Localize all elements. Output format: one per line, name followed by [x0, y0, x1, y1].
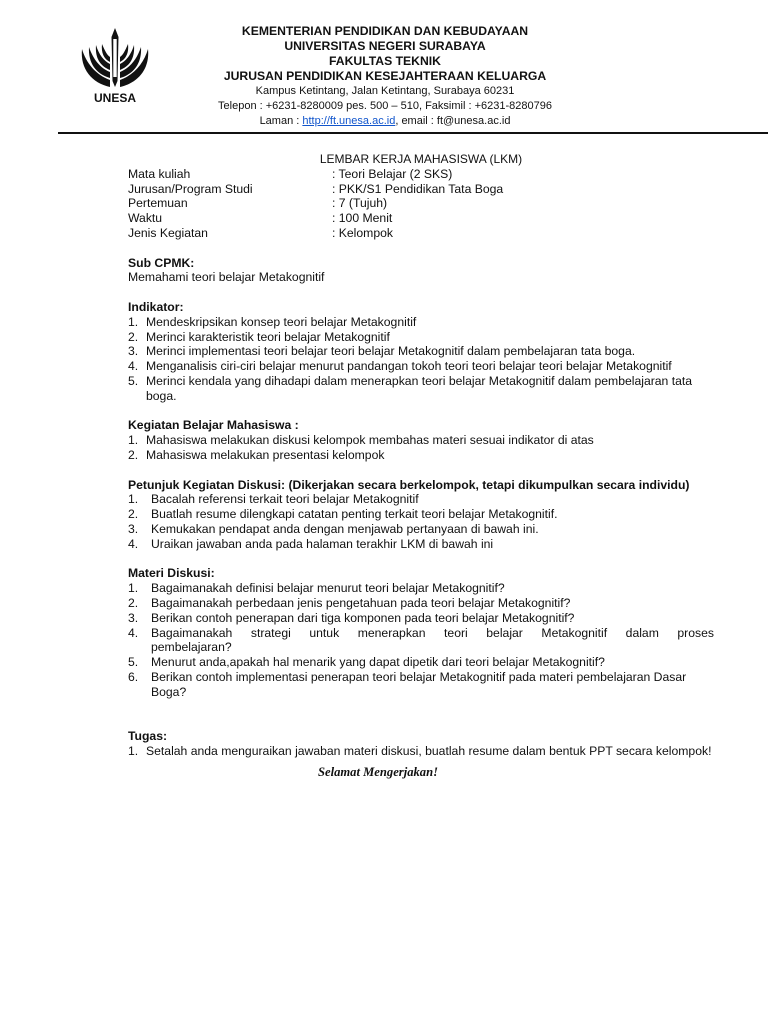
indikator-heading: Indikator: [128, 299, 184, 314]
list-item: 2. Bagaimanakah perbedaan jenis pengetahuan pada teori belajar Metakognitif? [128, 595, 571, 610]
info-row [128, 226, 714, 241]
list-item: 1. Mendeskripsikan konsep teori belajar Metakognitif [128, 314, 417, 329]
faculty-name: FAKULTAS TEKNIK [329, 54, 441, 68]
info-value: : Teori Belajar (2 SKS) [332, 166, 453, 181]
tugas-heading: Tugas: [128, 729, 168, 744]
info-row [128, 167, 714, 182]
info-label: Mata kuliah [128, 166, 191, 181]
course-info [128, 167, 714, 241]
list-item: 1. Bacalah referensi terkait teori belajar Metakognitif [128, 492, 419, 507]
university-name: UNIVERSITAS NEGERI SURABAYA [284, 39, 486, 53]
info-row [128, 211, 714, 226]
sub-cpmk-heading: Sub CPMK: [128, 255, 195, 270]
list-item: 3. Kemukakan pendapat anda dengan menjawab pertanyaan di bawah ini. [128, 521, 539, 536]
info-value: : 7 (Tujuh) [332, 196, 388, 211]
info-label: Jenis Kegiatan [128, 225, 208, 240]
sub-cpmk-text: Memahami teori belajar Metakognitif [128, 270, 325, 285]
unesa-logo [70, 25, 160, 107]
letterhead-text [170, 24, 600, 129]
materi-heading: Materi Diskusi: [128, 566, 215, 581]
website-link[interactable]: http://ft.unesa.ac.id [302, 115, 396, 127]
department-name: JURUSAN PENDIDIKAN KESEJAHTERAAN KELUARGA [223, 69, 547, 83]
list-item: 2. Mahasiswa melakukan presentasi kelompok [128, 447, 385, 462]
kegiatan-heading: Kegiatan Belajar Mahasiswa : [128, 418, 299, 433]
info-label: Pertemuan [128, 196, 188, 211]
list-item: 3. Berikan contoh penerapan dari tiga komponen pada teori belajar Metakognitif? [128, 610, 575, 625]
materi-list [128, 581, 714, 699]
info-label: Jurusan/Program Studi [128, 181, 253, 196]
info-row [128, 196, 714, 211]
page-title: LEMBAR KERJA MAHASISWA (LKM) [319, 152, 523, 166]
petunjuk-heading: Petunjuk Kegiatan Diskusi: (Dikerjakan secara berkelompok, tetapi dikumpulkan secara individu) [128, 477, 690, 492]
list-item: 4. Bagaimanakah strategi untuk menerapkan teori belajar Metakognitif dalam proses pembelajaran? [128, 625, 714, 655]
list-item: 3. Merinci implementasi teori belajar teori belajar Metakognitif dalam pembelajaran tata boga. [128, 344, 636, 359]
logo-text: UNESA [93, 91, 137, 105]
indikator-list [128, 315, 714, 404]
list-item: 2. Buatlah resume dilengkapi catatan penting terkait teori belajar Metakognitif. [128, 507, 558, 522]
phone: Telepon : +6231-8280009 pes. 500 – 510, Faksimil : +6231-8280796 [218, 100, 552, 112]
list-item: 4. Uraikan jawaban anda pada halaman terakhir LKM di bawah ini [128, 536, 494, 551]
list-item: 5. Menurut anda,apakah hal menarik yang dapat dipetik dari teori belajar Metakognitif? [128, 655, 605, 670]
ministry-name: KEMENTERIAN PENDIDIKAN DAN KEBUDAYAAN [241, 24, 529, 38]
info-value: : Kelompok [332, 225, 393, 240]
list-item: 6. Berikan contoh implementasi penerapan teori belajar Metakognitif pada materi pembelajaran Dasar Boga? [128, 669, 687, 699]
list-item: 1. Mahasiswa melakukan diskusi kelompok membahas materi sesuai indikator di atas [128, 433, 594, 448]
tugas-list [128, 744, 714, 759]
list-item: 4. Menganalisis ciri-ciri belajar menurut pandangan tokoh teori teori belajar teori belajar Metakognitif [128, 359, 672, 374]
list-item: 5. Merinci kendala yang dihadapi dalam menerapkan teori belajar Metakognitif dalam pembelajaran tata boga. [128, 373, 693, 403]
contact-line [170, 114, 600, 129]
letterhead [0, 0, 768, 140]
info-value: : PKK/S1 Pendidikan Tata Boga [332, 181, 504, 196]
list-item: 2. Merinci karakteristik teori belajar Metakognitif [128, 329, 390, 344]
kegiatan-list [128, 433, 714, 463]
list-item: 1. Setalah anda menguraikan jawaban materi diskusi, buatlah resume dalam bentuk PPT secara kelompok! [128, 743, 712, 758]
info-row [128, 182, 714, 197]
petunjuk-list [128, 492, 714, 551]
address: Kampus Ketintang, Jalan Ketintang, Surabaya 60231 [255, 85, 515, 97]
closing-text: Selamat Mengerjakan! [317, 764, 438, 779]
worksheet-body [128, 152, 714, 779]
site-prefix: Laman : [259, 115, 303, 127]
email: , email : ft@unesa.ac.id [395, 115, 511, 127]
list-item: 1. Bagaimanakah definisi belajar menurut teori belajar Metakognitif? [128, 581, 505, 596]
info-label: Waktu [128, 211, 163, 226]
info-value: : 100 Menit [332, 211, 393, 226]
header-divider [58, 132, 768, 134]
